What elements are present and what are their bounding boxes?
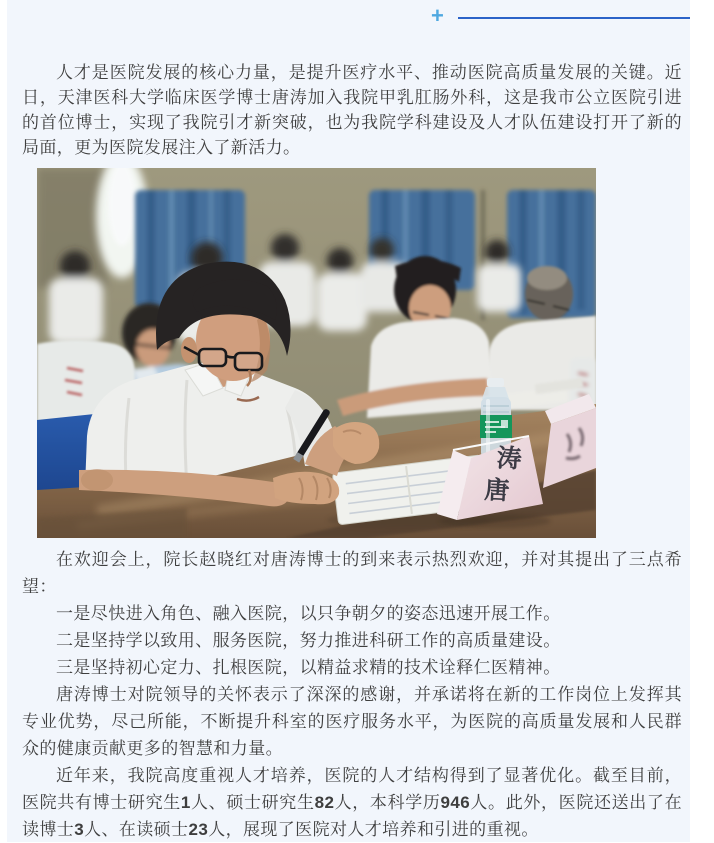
plus-icon: + <box>431 3 444 28</box>
article-paragraph-6: 唐涛博士对院领导的关怀表示了深深的感谢，并承诺将在新的工作岗位上发挥其专业优势，尽己所能，不断提升科室的医疗服务水平，为医院的高质量发展和人民群众的健康贡献更多的智慧和力量。 <box>22 685 682 758</box>
article-paragraph-7: 近年来，我院高度重视人才培养，医院的人才结构得到了显著优化。截至目前，医院共有博士研究生1人、硕士研究生82人，本科学历946人。此外，医院还送出了在读博士3人、在读硕士23人，展现了医院对人才培养和引进的重视。 <box>22 766 682 839</box>
article-panel <box>7 0 690 842</box>
article-paragraph-5: 三是坚持初心定力、扎根医院，以精益求精的技术诠释仁医精神。 <box>56 658 561 677</box>
article-body <box>7 60 690 843</box>
divider-line <box>458 17 690 19</box>
article-paragraph-2: 在欢迎会上，院长赵晓红对唐涛博士的到来表示热烈欢迎，并对其提出了三点希望： <box>22 550 682 596</box>
meeting-photo[interactable] <box>37 168 596 538</box>
article-paragraph-1: 人才是医院发展的核心力量，是提升医疗水平、推动医院高质量发展的关键。近日，天津医科大学临床医学博士唐涛加入我院甲乳肛肠外科，这是我市公立医院引进的首位博士，实现了我院引才新突破，也为我院学科建设及人才队伍建设打开了新的局面，更为医院发展注入了新活力。 <box>22 63 682 157</box>
article-paragraph-3: 一是尽快进入角色、融入医院，以只争朝夕的姿态迅速开展工作。 <box>56 604 561 623</box>
name-card-text: 唐涛 <box>483 444 532 506</box>
article-paragraph-4: 二是坚持学以致用、服务医院，努力推进科研工作的高质量建设。 <box>56 631 561 650</box>
header-decoration <box>7 3 690 28</box>
